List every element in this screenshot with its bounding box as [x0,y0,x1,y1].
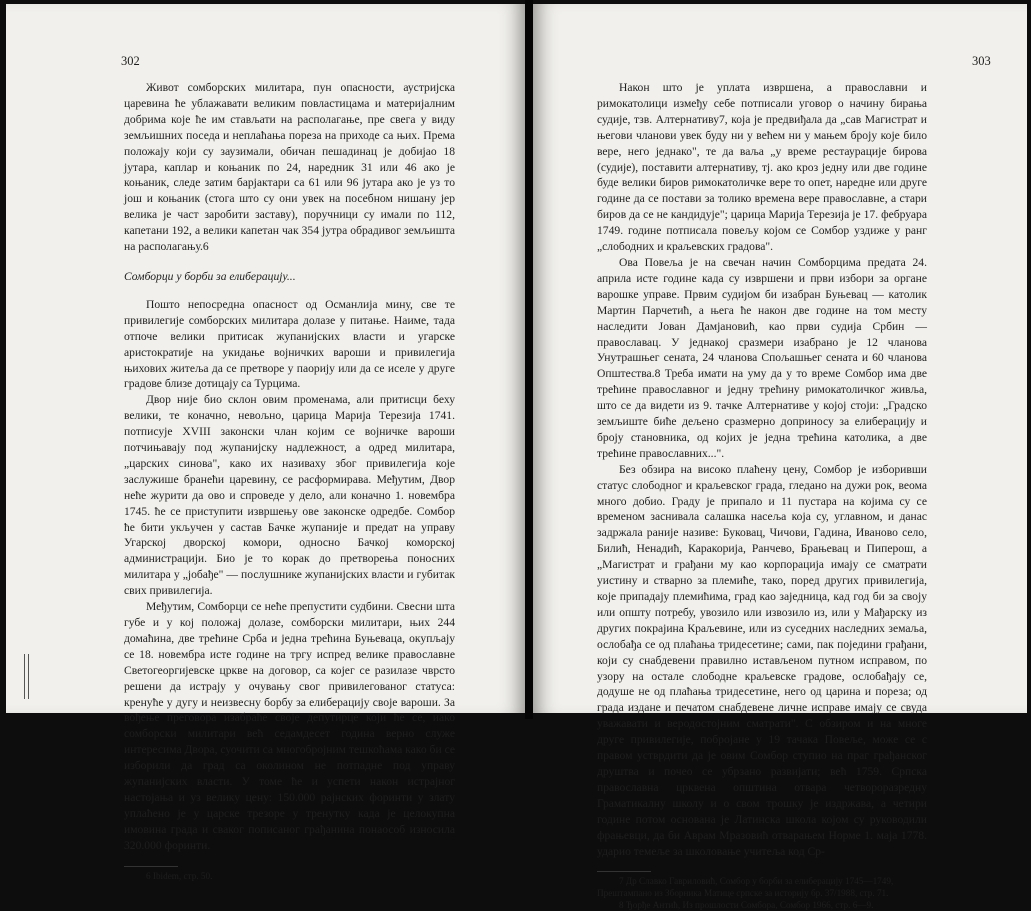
left-page-body [124,80,455,882]
footnote-rule [124,866,178,867]
right-page [533,4,1027,910]
footnote: 7 Др Славко Гавриловић, Сомбор у борби за елиберацију 1745—1749, Прештампано из Зборника Матице српске за историју бр. 37/1988, стр. 71. [597,876,894,898]
body-paragraph: Двор није био склон овим променама, али притисци беху велики, те коначно, невољно, царица Марија Терезија 1741. потписује XVIII законски члан којим се војничке вароши потчињавају под жупанијску надлежност, а одред милитара, „царских синова", како их називаху због привилегија које заслужише бранећи царевину, се расформирава. Међутим, Двор неће журити да ово и спроведе у дело, али коначно 1. новембра 1745. ће се приступити извршењу овe законске одредбе. Сомбор ће бити укључен у састав Бачке жупаније и предат на управу Угарској дворској комори, односно Бачкој коморској администрацији. Био је то корак до претворења поносних милитара у „јобађе" — послушнике жупанијских власти и губитак свих привилегија. [124,393,455,598]
body-paragraph: Након што је уплата извршена, а православни и римокатолици између себе потписали уговор о начину бирања судије, тзв. Алтернативу7, која је предвиђала да „сав Магистрат и његови чланови увек буду ни у већем ни у мањем броју које било вере, него једнако", те да ваља „у време рестаурације бирова (судије), поставити алтернативу, тј. ако кроз једну или две године буде велики биров римокатоличке вере то опет, наредне или друге године да се постави за толико времена вере православне, а стари биров да се не кандидује"; царица Марија Терезија је 17. фебруара 1749. године потписала повељу којом се Сомбор уздиже у ранг „слободних и краљевских градова". [597,81,927,254]
left-page [6,4,525,881]
body-paragraph: Живот сомборских милитара, пун опасности, аустријска царевина ће ублажавати великим повластицама и материјалним добрима које ће им стављати на располагање, пре свега у виду земљишних поседа и неплаћања пореза на приходе са њих. Према положају који су заузимали, обичан пешадинац је добијао 18 јутара, каплар и коњаник по 24, наредник 31 или 46 ако је коњаник, следе затим барјактари са 61 или 96 јутара ако је уз то још и коњаник (стога што су они увек на посебном нишану јер велика је част заробити заставу), поручници су имали по 112, капетани 192, а велики капетан чак 354 јутра обрадивог земљишта на располагању.6 [124,81,455,254]
footnote: 6 Ibidem, стр. 50. [146,870,213,881]
body-paragraph: Међутим, Сомборци се неће препустити судбини. Свесни шта губе и у кој положај долазе, сомборски милитари, њих 244 домаћина, две трећине Срба и једна трећина Буњеваца, окупљају се 18. новембра исте године на тргу испред велике православне Светогеоргијевске цркве на договор, са којег се разилазе чврсто решени да истрају у очувању свог привилегованог статуса: кренуће у дугу и неизвесну борбу за елиберацију своје вароши. За вођење преговора изабраће своје депутирце који ће се, иако сомборски милитари већ седамдесет година верно служе интересима Двора, суочити са многобројним тешкоћама како би се изборили да град са околином не потпадне под управу жупанијских власти. У томе ће и успети након истрајног настојања и уз велику цену: 150.000 рајнских форинти у злату уплаћено је у царске трезоре у тренутку када је целокупна имовина града и сваког пописаног грађанина понаособ износила 320.000 форинти. [124,600,455,852]
page-number-right: 303 [972,54,991,68]
book-spine [525,0,533,719]
body-paragraph: Пошто непосредна опасност од Османлија мину, све те привилегије сомборских милитара долазе у питање. Наиме, тада отпоче велики притисак жупанијских власти и угарске аристократије на укидање војничких вароши и привилегија њихових житеља да се претворе у паоријy или да се иселе у друге градове близе дотицају са Турцима. [124,297,455,391]
page-number-left: 302 [121,54,140,68]
body-paragraph: Ова Повеља је на свечан начин Сомборцима предата 24. априла исте године када су извршени и први избори за органе варошке управе. Првим судијом би изабран Буњевац — католик Мартин Парчетић, а њега ће након две године на том месту наследити Јован Дамјановић, као први судија Србин — православац. У једнакој сразмери изабрано је 12 чланова Унутрашњег сената, 24 чланова Спољашњег сената и 60 чланова Општества.8 Треба имати на уму да у то време Сомбор има две трећине православног и једну трећину римокатоличког живља, што се да видети из 9. тачке Алтернативе у којој стоји: „Градско земљиште биће дељено сразмерно доприносу за елиберацију и броју становника, од којих је једна трећина католика, а две трећине православних...". [597,255,927,460]
section-subheading: Сомборци у борби за елиберацију... [124,269,296,283]
right-page-body [597,80,927,911]
body-paragraph: Без обзира на високо плаћену цену, Сомбор је изборивши статус слободног и краљевског града, гледано на дужи рок, веома много добио. Граду је припало и 11 пустара на којима су се временом заснивала салашка насеља која су, углавном, и данас задржала раније називе: Буковац, Чичови, Гадина, Иваново село, Билић, Ненадић, Каракорија, Ранчево, Брањевац и Пиперош, а „Магистрат и грађани му као корпорација имају се сматрати уистину и стварно за племиће, тако, поред других привилегија, које припадају племићима, град као заједница, кад год би за своју или општу потребу, увозило или извозило из, или у Мађарску из других покрајина Краљевине, или из суседних наследних земаља, ослобађа се од плаћања тридесетине; сами, пак поједини грађани, који су снабдевени правилно истављеном путном исправом, по узору на остале слободне краљевске градове, ослобађају се, додуше не од плаћања тридесетине, него од царина и пореза; од града издане и печатом снабдевене личне исправе имају се свуда уважавати и веродостојним сматрати". С обзиром и на многе друге привилегије, побројане у 19 тачака Повеље, може се с правом устврдити да је овим Сомбор ступио на праг грађанског друштва и почео се убрзано развијати; већ 1759. Српска православна црквена општина отвара четвороразредну Граматикалну школу и о свом трошку је издржава, а четири године потом основана је Латинска школа којом су руководили фрањевци, да би Аврам Мразовић отварањем Норме 1. маја 1778. ударио темеље за школовање учитеља код Ср- [597,462,927,858]
footnote-rule [597,871,651,872]
footnote: 8 Ђорђе Антић, Из прошлости Сомбора, Сомбор 1966, стр. 6—9. [619,899,874,910]
margin-mark [24,654,29,699]
